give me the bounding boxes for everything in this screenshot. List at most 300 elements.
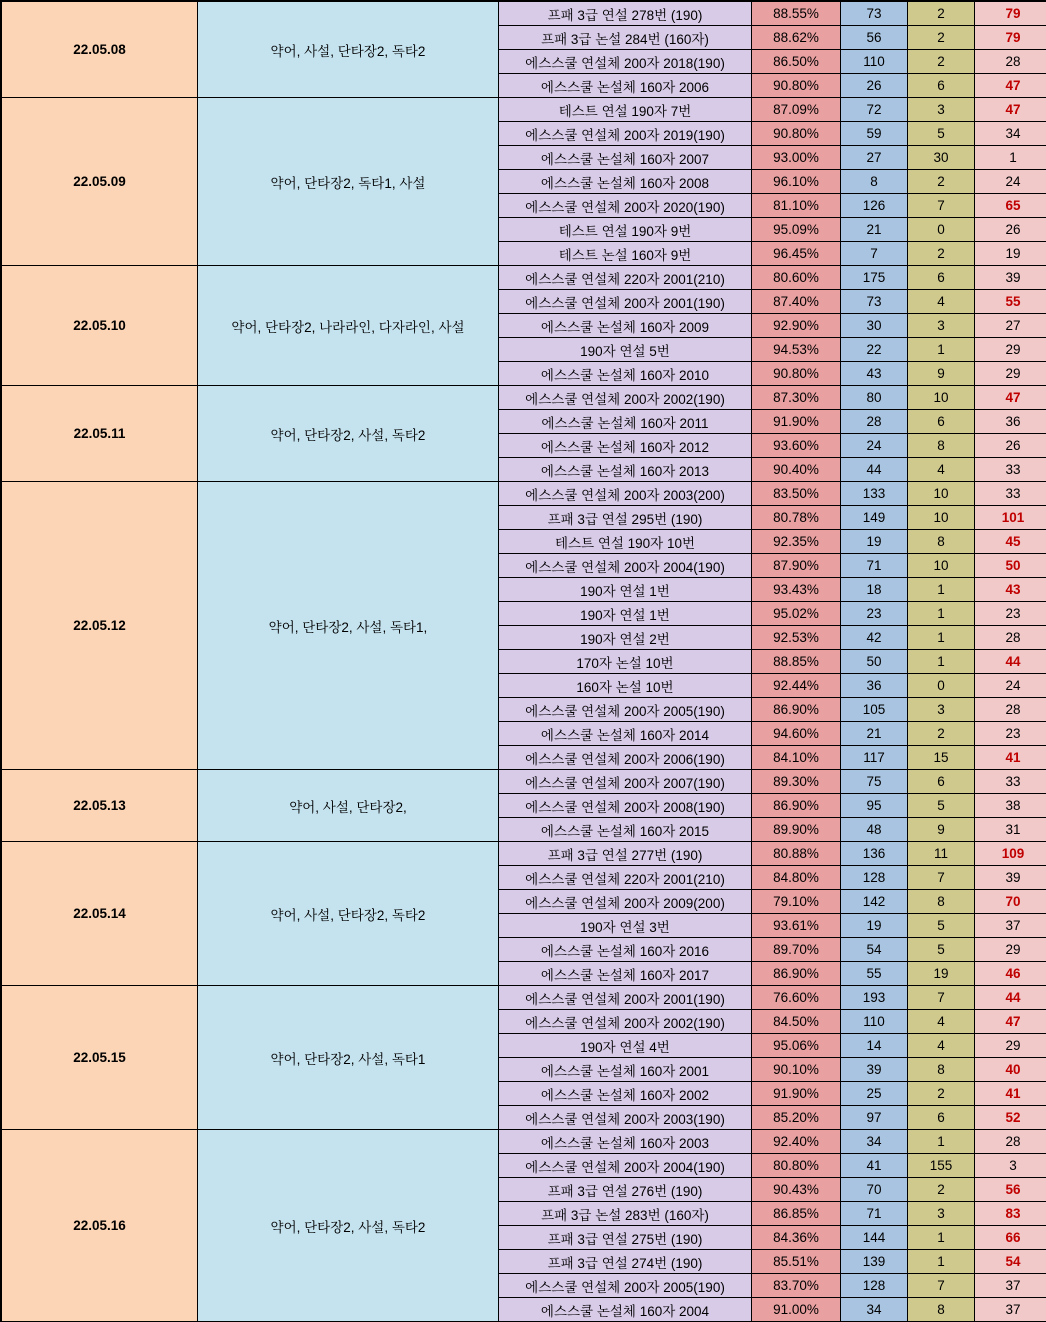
- last-value-cell: 40: [975, 1058, 1046, 1082]
- middle-value-cell: 5: [908, 938, 975, 962]
- last-value-cell: 28: [975, 698, 1046, 722]
- last-value-cell: 47: [975, 98, 1046, 122]
- exercise-title-cell: 에스스쿨 논설체 160자 2007: [499, 146, 752, 170]
- speed-cell: 105: [841, 698, 908, 722]
- accuracy-cell: 95.09%: [752, 218, 841, 242]
- middle-value-cell: 1: [908, 626, 975, 650]
- middle-value-cell: 3: [908, 698, 975, 722]
- exercise-title-cell: 에스스쿨 논설체 160자 2016: [499, 938, 752, 962]
- speed-cell: 8: [841, 170, 908, 194]
- exercise-title-cell: 에스스쿨 연설체 200자 2019(190): [499, 122, 752, 146]
- middle-value-cell: 1: [908, 602, 975, 626]
- accuracy-cell: 93.00%: [752, 146, 841, 170]
- last-value-cell: 37: [975, 1274, 1046, 1298]
- last-value-cell: 24: [975, 170, 1046, 194]
- exercise-title-cell: 에스스쿨 논설체 160자 2003: [499, 1130, 752, 1154]
- speed-cell: 97: [841, 1106, 908, 1130]
- last-value-cell: 31: [975, 818, 1046, 842]
- exercise-title-cell: 190자 연설 3번: [499, 914, 752, 938]
- middle-value-cell: 2: [908, 170, 975, 194]
- accuracy-cell: 83.70%: [752, 1274, 841, 1298]
- speed-cell: 27: [841, 146, 908, 170]
- exercise-title-cell: 에스스쿨 연설체 200자 2006(190): [499, 746, 752, 770]
- last-value-cell: 41: [975, 1082, 1046, 1106]
- last-value-cell: 37: [975, 914, 1046, 938]
- middle-value-cell: 9: [908, 362, 975, 386]
- middle-value-cell: 3: [908, 1202, 975, 1226]
- last-value-cell: 3: [975, 1154, 1046, 1178]
- last-value-cell: 79: [975, 2, 1046, 26]
- exercise-title-cell: 프패 3급 연설 277번 (190): [499, 842, 752, 866]
- last-value-cell: 27: [975, 314, 1046, 338]
- speed-cell: 142: [841, 890, 908, 914]
- last-value-cell: 44: [975, 986, 1046, 1010]
- speed-cell: 54: [841, 938, 908, 962]
- middle-value-cell: 5: [908, 794, 975, 818]
- accuracy-cell: 80.78%: [752, 506, 841, 530]
- date-cell: 22.05.13: [2, 770, 198, 842]
- middle-value-cell: 10: [908, 386, 975, 410]
- accuracy-cell: 88.55%: [752, 2, 841, 26]
- speed-cell: 72: [841, 98, 908, 122]
- speed-cell: 19: [841, 914, 908, 938]
- topics-cell: 약어, 사설, 단타장2, 독타2: [198, 2, 499, 98]
- middle-value-cell: 15: [908, 746, 975, 770]
- last-value-cell: 55: [975, 290, 1046, 314]
- speed-cell: 21: [841, 722, 908, 746]
- last-value-cell: 109: [975, 842, 1046, 866]
- middle-value-cell: 7: [908, 1274, 975, 1298]
- middle-value-cell: 6: [908, 770, 975, 794]
- last-value-cell: 47: [975, 1010, 1046, 1034]
- last-value-cell: 52: [975, 1106, 1046, 1130]
- middle-value-cell: 1: [908, 650, 975, 674]
- speed-cell: 193: [841, 986, 908, 1010]
- last-value-cell: 28: [975, 1130, 1046, 1154]
- topics-cell: 약어, 사설, 단타장2,: [198, 770, 499, 842]
- last-value-cell: 41: [975, 746, 1046, 770]
- exercise-title-cell: 에스스쿨 연설체 200자 2001(190): [499, 290, 752, 314]
- accuracy-cell: 90.80%: [752, 74, 841, 98]
- middle-value-cell: 8: [908, 1058, 975, 1082]
- accuracy-cell: 89.90%: [752, 818, 841, 842]
- speed-cell: 75: [841, 770, 908, 794]
- table-row: [2, 482, 1046, 506]
- speed-cell: 22: [841, 338, 908, 362]
- accuracy-cell: 86.90%: [752, 962, 841, 986]
- accuracy-cell: 86.85%: [752, 1202, 841, 1226]
- middle-value-cell: 6: [908, 1106, 975, 1130]
- exercise-title-cell: 에스스쿨 연설체 200자 2005(190): [499, 1274, 752, 1298]
- last-value-cell: 1: [975, 146, 1046, 170]
- exercise-title-cell: 프패 3급 논설 284번 (160자): [499, 26, 752, 50]
- speed-cell: 30: [841, 314, 908, 338]
- accuracy-cell: 85.51%: [752, 1250, 841, 1274]
- accuracy-cell: 87.09%: [752, 98, 841, 122]
- middle-value-cell: 1: [908, 1226, 975, 1250]
- exercise-title-cell: 에스스쿨 연설체 200자 2004(190): [499, 1154, 752, 1178]
- accuracy-cell: 91.90%: [752, 410, 841, 434]
- speed-cell: 21: [841, 218, 908, 242]
- exercise-title-cell: 에스스쿨 연설체 200자 2004(190): [499, 554, 752, 578]
- middle-value-cell: 8: [908, 1298, 975, 1322]
- speed-cell: 19: [841, 530, 908, 554]
- accuracy-cell: 81.10%: [752, 194, 841, 218]
- exercise-title-cell: 프패 3급 연설 276번 (190): [499, 1178, 752, 1202]
- exercise-title-cell: 테스트 연설 190자 9번: [499, 218, 752, 242]
- last-value-cell: 70: [975, 890, 1046, 914]
- date-cell: 22.05.12: [2, 482, 198, 770]
- accuracy-cell: 90.43%: [752, 1178, 841, 1202]
- middle-value-cell: 7: [908, 986, 975, 1010]
- table-row: [2, 386, 1046, 410]
- exercise-title-cell: 에스스쿨 연설체 220자 2001(210): [499, 866, 752, 890]
- speed-cell: 149: [841, 506, 908, 530]
- speed-cell: 117: [841, 746, 908, 770]
- last-value-cell: 34: [975, 122, 1046, 146]
- last-value-cell: 47: [975, 74, 1046, 98]
- table-row: [2, 266, 1046, 290]
- speed-cell: 126: [841, 194, 908, 218]
- speed-cell: 110: [841, 50, 908, 74]
- accuracy-cell: 88.85%: [752, 650, 841, 674]
- exercise-title-cell: 에스스쿨 논설체 160자 2008: [499, 170, 752, 194]
- last-value-cell: 65: [975, 194, 1046, 218]
- middle-value-cell: 0: [908, 674, 975, 698]
- accuracy-cell: 85.20%: [752, 1106, 841, 1130]
- middle-value-cell: 2: [908, 722, 975, 746]
- middle-value-cell: 6: [908, 410, 975, 434]
- table-row: [2, 98, 1046, 122]
- middle-value-cell: 2: [908, 50, 975, 74]
- middle-value-cell: 8: [908, 530, 975, 554]
- last-value-cell: 79: [975, 26, 1046, 50]
- speed-cell: 43: [841, 362, 908, 386]
- accuracy-cell: 89.70%: [752, 938, 841, 962]
- table-row: [2, 842, 1046, 866]
- middle-value-cell: 2: [908, 1082, 975, 1106]
- accuracy-cell: 84.36%: [752, 1226, 841, 1250]
- last-value-cell: 29: [975, 338, 1046, 362]
- last-value-cell: 39: [975, 266, 1046, 290]
- exercise-title-cell: 에스스쿨 연설체 200자 2005(190): [499, 698, 752, 722]
- exercise-title-cell: 190자 연설 1번: [499, 578, 752, 602]
- speed-cell: 41: [841, 1154, 908, 1178]
- accuracy-cell: 90.80%: [752, 362, 841, 386]
- middle-value-cell: 10: [908, 482, 975, 506]
- exercise-title-cell: 프패 3급 연설 275번 (190): [499, 1226, 752, 1250]
- last-value-cell: 28: [975, 626, 1046, 650]
- speed-cell: 59: [841, 122, 908, 146]
- speed-cell: 34: [841, 1298, 908, 1322]
- exercise-title-cell: 170자 논설 10번: [499, 650, 752, 674]
- exercise-title-cell: 테스트 논설 160자 9번: [499, 242, 752, 266]
- last-value-cell: 37: [975, 1298, 1046, 1322]
- accuracy-cell: 86.90%: [752, 698, 841, 722]
- date-cell: 22.05.10: [2, 266, 198, 386]
- topics-cell: 약어, 단타장2, 독타1, 사설: [198, 98, 499, 266]
- last-value-cell: 44: [975, 650, 1046, 674]
- exercise-title-cell: 에스스쿨 연설체 200자 2020(190): [499, 194, 752, 218]
- last-value-cell: 29: [975, 938, 1046, 962]
- exercise-title-cell: 에스스쿨 논설체 160자 2006: [499, 74, 752, 98]
- last-value-cell: 36: [975, 410, 1046, 434]
- accuracy-cell: 91.90%: [752, 1082, 841, 1106]
- last-value-cell: 39: [975, 866, 1046, 890]
- last-value-cell: 29: [975, 1034, 1046, 1058]
- date-cell: 22.05.16: [2, 1130, 198, 1322]
- exercise-title-cell: 에스스쿨 논설체 160자 2014: [499, 722, 752, 746]
- last-value-cell: 23: [975, 722, 1046, 746]
- accuracy-cell: 87.40%: [752, 290, 841, 314]
- topics-cell: 약어, 단타장2, 사설, 독타1,: [198, 482, 499, 770]
- middle-value-cell: 4: [908, 290, 975, 314]
- date-cell: 22.05.14: [2, 842, 198, 986]
- exercise-title-cell: 190자 연설 2번: [499, 626, 752, 650]
- middle-value-cell: 5: [908, 914, 975, 938]
- accuracy-cell: 87.30%: [752, 386, 841, 410]
- accuracy-cell: 93.60%: [752, 434, 841, 458]
- middle-value-cell: 8: [908, 434, 975, 458]
- exercise-title-cell: 에스스쿨 논설체 160자 2011: [499, 410, 752, 434]
- speed-cell: 80: [841, 386, 908, 410]
- accuracy-cell: 95.06%: [752, 1034, 841, 1058]
- speed-cell: 24: [841, 434, 908, 458]
- speed-cell: 34: [841, 1130, 908, 1154]
- accuracy-cell: 80.80%: [752, 1154, 841, 1178]
- speed-cell: 39: [841, 1058, 908, 1082]
- accuracy-cell: 86.50%: [752, 50, 841, 74]
- last-value-cell: 47: [975, 386, 1046, 410]
- accuracy-cell: 87.90%: [752, 554, 841, 578]
- exercise-title-cell: 에스스쿨 논설체 160자 2012: [499, 434, 752, 458]
- last-value-cell: 33: [975, 770, 1046, 794]
- accuracy-cell: 88.62%: [752, 26, 841, 50]
- topics-cell: 약어, 사설, 단타장2, 독타2: [198, 842, 499, 986]
- last-value-cell: 43: [975, 578, 1046, 602]
- last-value-cell: 24: [975, 674, 1046, 698]
- speed-cell: 71: [841, 1202, 908, 1226]
- exercise-title-cell: 에스스쿨 연설체 200자 2007(190): [499, 770, 752, 794]
- practice-records-table: [1, 1, 1046, 1322]
- accuracy-cell: 93.43%: [752, 578, 841, 602]
- speed-cell: 36: [841, 674, 908, 698]
- speed-cell: 26: [841, 74, 908, 98]
- middle-value-cell: 2: [908, 26, 975, 50]
- speed-cell: 48: [841, 818, 908, 842]
- accuracy-cell: 90.80%: [752, 122, 841, 146]
- speed-cell: 175: [841, 266, 908, 290]
- speed-cell: 44: [841, 458, 908, 482]
- last-value-cell: 26: [975, 218, 1046, 242]
- exercise-title-cell: 에스스쿨 연설체 200자 2002(190): [499, 1010, 752, 1034]
- exercise-title-cell: 160자 논설 10번: [499, 674, 752, 698]
- middle-value-cell: 4: [908, 1034, 975, 1058]
- accuracy-cell: 79.10%: [752, 890, 841, 914]
- last-value-cell: 38: [975, 794, 1046, 818]
- exercise-title-cell: 테스트 연설 190자 7번: [499, 98, 752, 122]
- speed-cell: 128: [841, 866, 908, 890]
- exercise-title-cell: 프패 3급 연설 295번 (190): [499, 506, 752, 530]
- accuracy-cell: 84.50%: [752, 1010, 841, 1034]
- accuracy-cell: 86.90%: [752, 794, 841, 818]
- middle-value-cell: 1: [908, 338, 975, 362]
- accuracy-cell: 95.02%: [752, 602, 841, 626]
- middle-value-cell: 3: [908, 314, 975, 338]
- middle-value-cell: 2: [908, 2, 975, 26]
- speed-cell: 28: [841, 410, 908, 434]
- exercise-title-cell: 테스트 연설 190자 10번: [499, 530, 752, 554]
- exercise-title-cell: 에스스쿨 논설체 160자 2015: [499, 818, 752, 842]
- middle-value-cell: 11: [908, 842, 975, 866]
- middle-value-cell: 155: [908, 1154, 975, 1178]
- middle-value-cell: 0: [908, 218, 975, 242]
- exercise-title-cell: 에스스쿨 논설체 160자 2017: [499, 962, 752, 986]
- topics-cell: 약어, 단타장2, 사설, 독타2: [198, 1130, 499, 1322]
- middle-value-cell: 7: [908, 194, 975, 218]
- last-value-cell: 83: [975, 1202, 1046, 1226]
- exercise-title-cell: 190자 연설 5번: [499, 338, 752, 362]
- accuracy-cell: 93.61%: [752, 914, 841, 938]
- speed-cell: 25: [841, 1082, 908, 1106]
- accuracy-cell: 96.45%: [752, 242, 841, 266]
- speed-cell: 50: [841, 650, 908, 674]
- accuracy-cell: 76.60%: [752, 986, 841, 1010]
- middle-value-cell: 3: [908, 98, 975, 122]
- exercise-title-cell: 프패 3급 논설 283번 (160자): [499, 1202, 752, 1226]
- accuracy-cell: 91.00%: [752, 1298, 841, 1322]
- exercise-title-cell: 190자 연설 4번: [499, 1034, 752, 1058]
- speed-cell: 42: [841, 626, 908, 650]
- middle-value-cell: 2: [908, 1178, 975, 1202]
- last-value-cell: 29: [975, 362, 1046, 386]
- speed-cell: 18: [841, 578, 908, 602]
- speed-cell: 136: [841, 842, 908, 866]
- exercise-title-cell: 에스스쿨 논설체 160자 2013: [499, 458, 752, 482]
- middle-value-cell: 30: [908, 146, 975, 170]
- table-row: [2, 2, 1046, 26]
- exercise-title-cell: 프패 3급 연설 274번 (190): [499, 1250, 752, 1274]
- exercise-title-cell: 에스스쿨 논설체 160자 2010: [499, 362, 752, 386]
- speed-cell: 110: [841, 1010, 908, 1034]
- accuracy-cell: 90.10%: [752, 1058, 841, 1082]
- exercise-title-cell: 에스스쿨 연설체 200자 2008(190): [499, 794, 752, 818]
- middle-value-cell: 4: [908, 1010, 975, 1034]
- middle-value-cell: 9: [908, 818, 975, 842]
- middle-value-cell: 10: [908, 554, 975, 578]
- exercise-title-cell: 190자 연설 1번: [499, 602, 752, 626]
- speed-cell: 23: [841, 602, 908, 626]
- date-cell: 22.05.15: [2, 986, 198, 1130]
- accuracy-cell: 92.35%: [752, 530, 841, 554]
- accuracy-cell: 83.50%: [752, 482, 841, 506]
- accuracy-cell: 92.53%: [752, 626, 841, 650]
- middle-value-cell: 10: [908, 506, 975, 530]
- table-row: [2, 770, 1046, 794]
- exercise-title-cell: 에스스쿨 논설체 160자 2009: [499, 314, 752, 338]
- speed-cell: 73: [841, 290, 908, 314]
- last-value-cell: 54: [975, 1250, 1046, 1274]
- speed-cell: 55: [841, 962, 908, 986]
- last-value-cell: 46: [975, 962, 1046, 986]
- exercise-title-cell: 에스스쿨 연설체 200자 2001(190): [499, 986, 752, 1010]
- exercise-title-cell: 에스스쿨 논설체 160자 2004: [499, 1298, 752, 1322]
- last-value-cell: 26: [975, 434, 1046, 458]
- middle-value-cell: 1: [908, 1130, 975, 1154]
- speed-cell: 128: [841, 1274, 908, 1298]
- last-value-cell: 23: [975, 602, 1046, 626]
- last-value-cell: 45: [975, 530, 1046, 554]
- accuracy-cell: 92.40%: [752, 1130, 841, 1154]
- date-cell: 22.05.09: [2, 98, 198, 266]
- date-cell: 22.05.08: [2, 2, 198, 98]
- middle-value-cell: 4: [908, 458, 975, 482]
- exercise-title-cell: 에스스쿨 연설체 200자 2009(200): [499, 890, 752, 914]
- accuracy-cell: 84.10%: [752, 746, 841, 770]
- middle-value-cell: 2: [908, 242, 975, 266]
- accuracy-cell: 92.90%: [752, 314, 841, 338]
- speed-cell: 144: [841, 1226, 908, 1250]
- exercise-title-cell: 에스스쿨 논설체 160자 2001: [499, 1058, 752, 1082]
- speed-cell: 139: [841, 1250, 908, 1274]
- accuracy-cell: 92.44%: [752, 674, 841, 698]
- exercise-title-cell: 프패 3급 연설 278번 (190): [499, 2, 752, 26]
- last-value-cell: 50: [975, 554, 1046, 578]
- last-value-cell: 28: [975, 50, 1046, 74]
- exercise-title-cell: 에스스쿨 연설체 200자 2018(190): [499, 50, 752, 74]
- last-value-cell: 66: [975, 1226, 1046, 1250]
- accuracy-cell: 96.10%: [752, 170, 841, 194]
- table-row: [2, 1130, 1046, 1154]
- speed-cell: 14: [841, 1034, 908, 1058]
- topics-cell: 약어, 단타장2, 사설, 독타2: [198, 386, 499, 482]
- speed-cell: 133: [841, 482, 908, 506]
- middle-value-cell: 19: [908, 962, 975, 986]
- last-value-cell: 101: [975, 506, 1046, 530]
- accuracy-cell: 94.60%: [752, 722, 841, 746]
- accuracy-cell: 84.80%: [752, 866, 841, 890]
- middle-value-cell: 7: [908, 866, 975, 890]
- speed-cell: 70: [841, 1178, 908, 1202]
- accuracy-cell: 89.30%: [752, 770, 841, 794]
- exercise-title-cell: 에스스쿨 논설체 160자 2002: [499, 1082, 752, 1106]
- last-value-cell: 56: [975, 1178, 1046, 1202]
- accuracy-cell: 80.60%: [752, 266, 841, 290]
- speed-cell: 73: [841, 2, 908, 26]
- speed-cell: 95: [841, 794, 908, 818]
- date-cell: 22.05.11: [2, 386, 198, 482]
- last-value-cell: 33: [975, 458, 1046, 482]
- accuracy-cell: 94.53%: [752, 338, 841, 362]
- middle-value-cell: 6: [908, 266, 975, 290]
- middle-value-cell: 8: [908, 890, 975, 914]
- speed-cell: 7: [841, 242, 908, 266]
- exercise-title-cell: 에스스쿨 연설체 200자 2002(190): [499, 386, 752, 410]
- speed-cell: 56: [841, 26, 908, 50]
- last-value-cell: 19: [975, 242, 1046, 266]
- table-row: [2, 986, 1046, 1010]
- exercise-title-cell: 에스스쿨 연설체 200자 2003(200): [499, 482, 752, 506]
- accuracy-cell: 80.88%: [752, 842, 841, 866]
- topics-cell: 약어, 단타장2, 나라라인, 다자라인, 사설: [198, 266, 499, 386]
- topics-cell: 약어, 단타장2, 사설, 독타1: [198, 986, 499, 1130]
- exercise-title-cell: 에스스쿨 연설체 220자 2001(210): [499, 266, 752, 290]
- last-value-cell: 33: [975, 482, 1046, 506]
- middle-value-cell: 1: [908, 1250, 975, 1274]
- middle-value-cell: 1: [908, 578, 975, 602]
- exercise-title-cell: 에스스쿨 연설체 200자 2003(190): [499, 1106, 752, 1130]
- middle-value-cell: 6: [908, 74, 975, 98]
